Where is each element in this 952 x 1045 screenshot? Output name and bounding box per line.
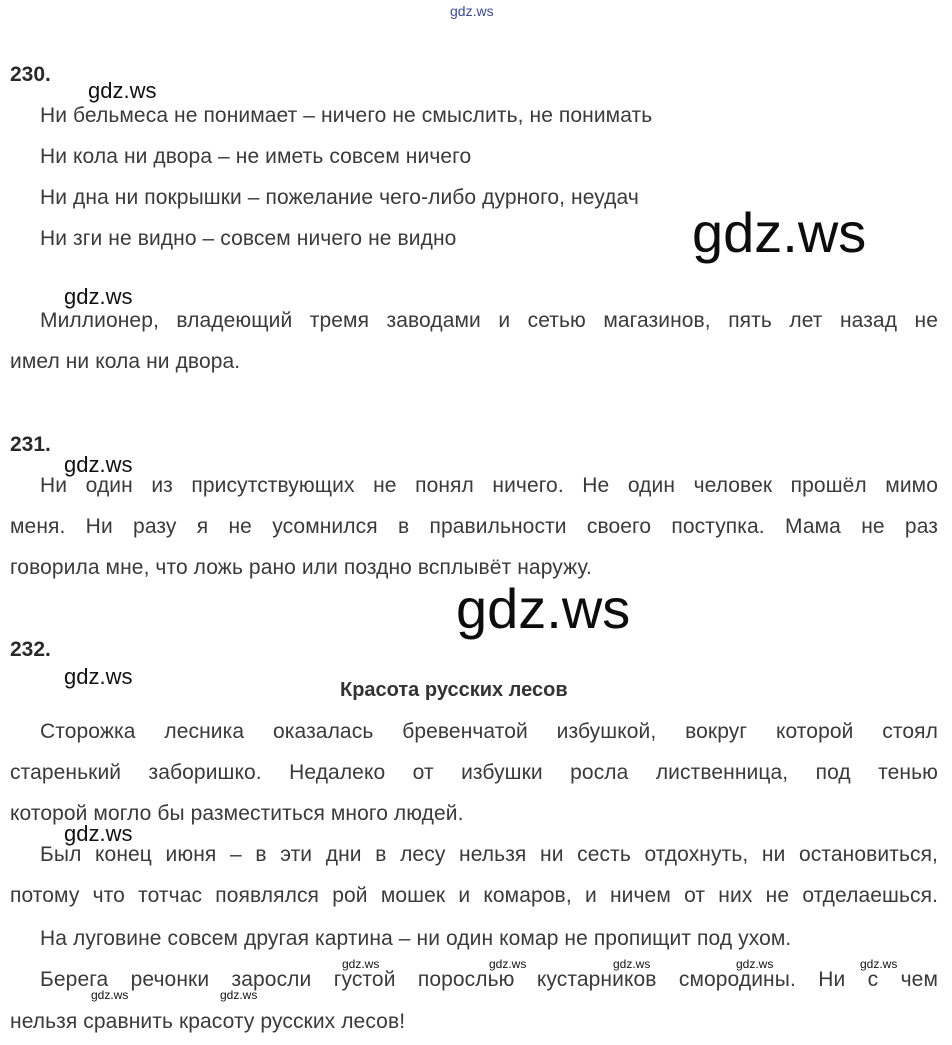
text-title: Красота русских лесов bbox=[340, 679, 568, 701]
exercise-number-231: 231. bbox=[10, 433, 51, 456]
idiom-line: Ни бельмеса не понимает – ничего не смыслить, не понимать bbox=[40, 104, 653, 127]
text-line: которой могло бы разместиться много людей. bbox=[10, 802, 464, 825]
answer-line: говорила мне, что ложь рано или поздно всплывёт наружу. bbox=[10, 556, 592, 579]
watermark-large: gdz.ws bbox=[456, 577, 631, 640]
example-sentence: имел ни кола ни двора. bbox=[10, 350, 241, 373]
text-line: Был конец июня – в эти дни в лесу нельзя ни сесть отдохнуть, ни остановиться, bbox=[40, 843, 938, 866]
text-line: На луговине совсем другая картина – ни один комар не пропищит под ухом. bbox=[40, 927, 792, 950]
watermark-tiny: gdz.ws bbox=[860, 957, 898, 971]
watermark-tiny: gdz.ws bbox=[613, 957, 651, 971]
watermark-tiny: gdz.ws bbox=[220, 988, 258, 1002]
exercise-number-230: 230. bbox=[10, 63, 51, 86]
text-line: Сторожка лесника оказалась бревенчатой избушкой, вокруг которой стоял bbox=[40, 720, 938, 743]
watermark-tiny: gdz.ws bbox=[342, 957, 380, 971]
watermark: gdz.ws bbox=[64, 452, 133, 477]
watermark-tiny: gdz.ws bbox=[91, 988, 129, 1002]
watermark: gdz.ws bbox=[64, 664, 133, 689]
idiom-line: Ни зги не видно – совсем ничего не видно bbox=[40, 227, 457, 250]
watermark-top: gdz.ws bbox=[450, 3, 494, 19]
watermark: gdz.ws bbox=[64, 284, 133, 309]
answer-line: Ни один из присутствующих не понял ничего. Не один человек прошёл мимо bbox=[40, 474, 938, 497]
watermark-tiny: gdz.ws bbox=[736, 957, 774, 971]
text-line: нельзя сравнить красоту русских лесов! bbox=[10, 1010, 406, 1033]
text-line: потому что тотчас появлялся рой мошек и комаров, и ничем от них не отделаешься. bbox=[10, 884, 938, 907]
watermark-tiny: gdz.ws bbox=[489, 957, 527, 971]
watermark-large: gdz.ws bbox=[692, 201, 867, 264]
text-line: Берега речонки заросли густой порослью кустарников смородины. Ни с чем bbox=[40, 968, 938, 991]
answer-line: меня. Ни разу я не усомнился в правильности своего поступка. Мама не раз bbox=[10, 515, 938, 538]
text-line: старенький заборишко. Недалеко от избушки росла лиственница, под тенью bbox=[10, 761, 938, 784]
example-sentence: Миллионер, владеющий тремя заводами и сетью магазинов, пять лет назад не bbox=[40, 309, 938, 332]
idiom-line: Ни кола ни двора – не иметь совсем ничего bbox=[40, 145, 472, 168]
watermark: gdz.ws bbox=[64, 821, 133, 846]
exercise-number-232: 232. bbox=[10, 638, 51, 661]
watermark: gdz.ws bbox=[88, 78, 157, 103]
idiom-line: Ни дна ни покрышки – пожелание чего-либо дурного, неудач bbox=[40, 186, 639, 209]
